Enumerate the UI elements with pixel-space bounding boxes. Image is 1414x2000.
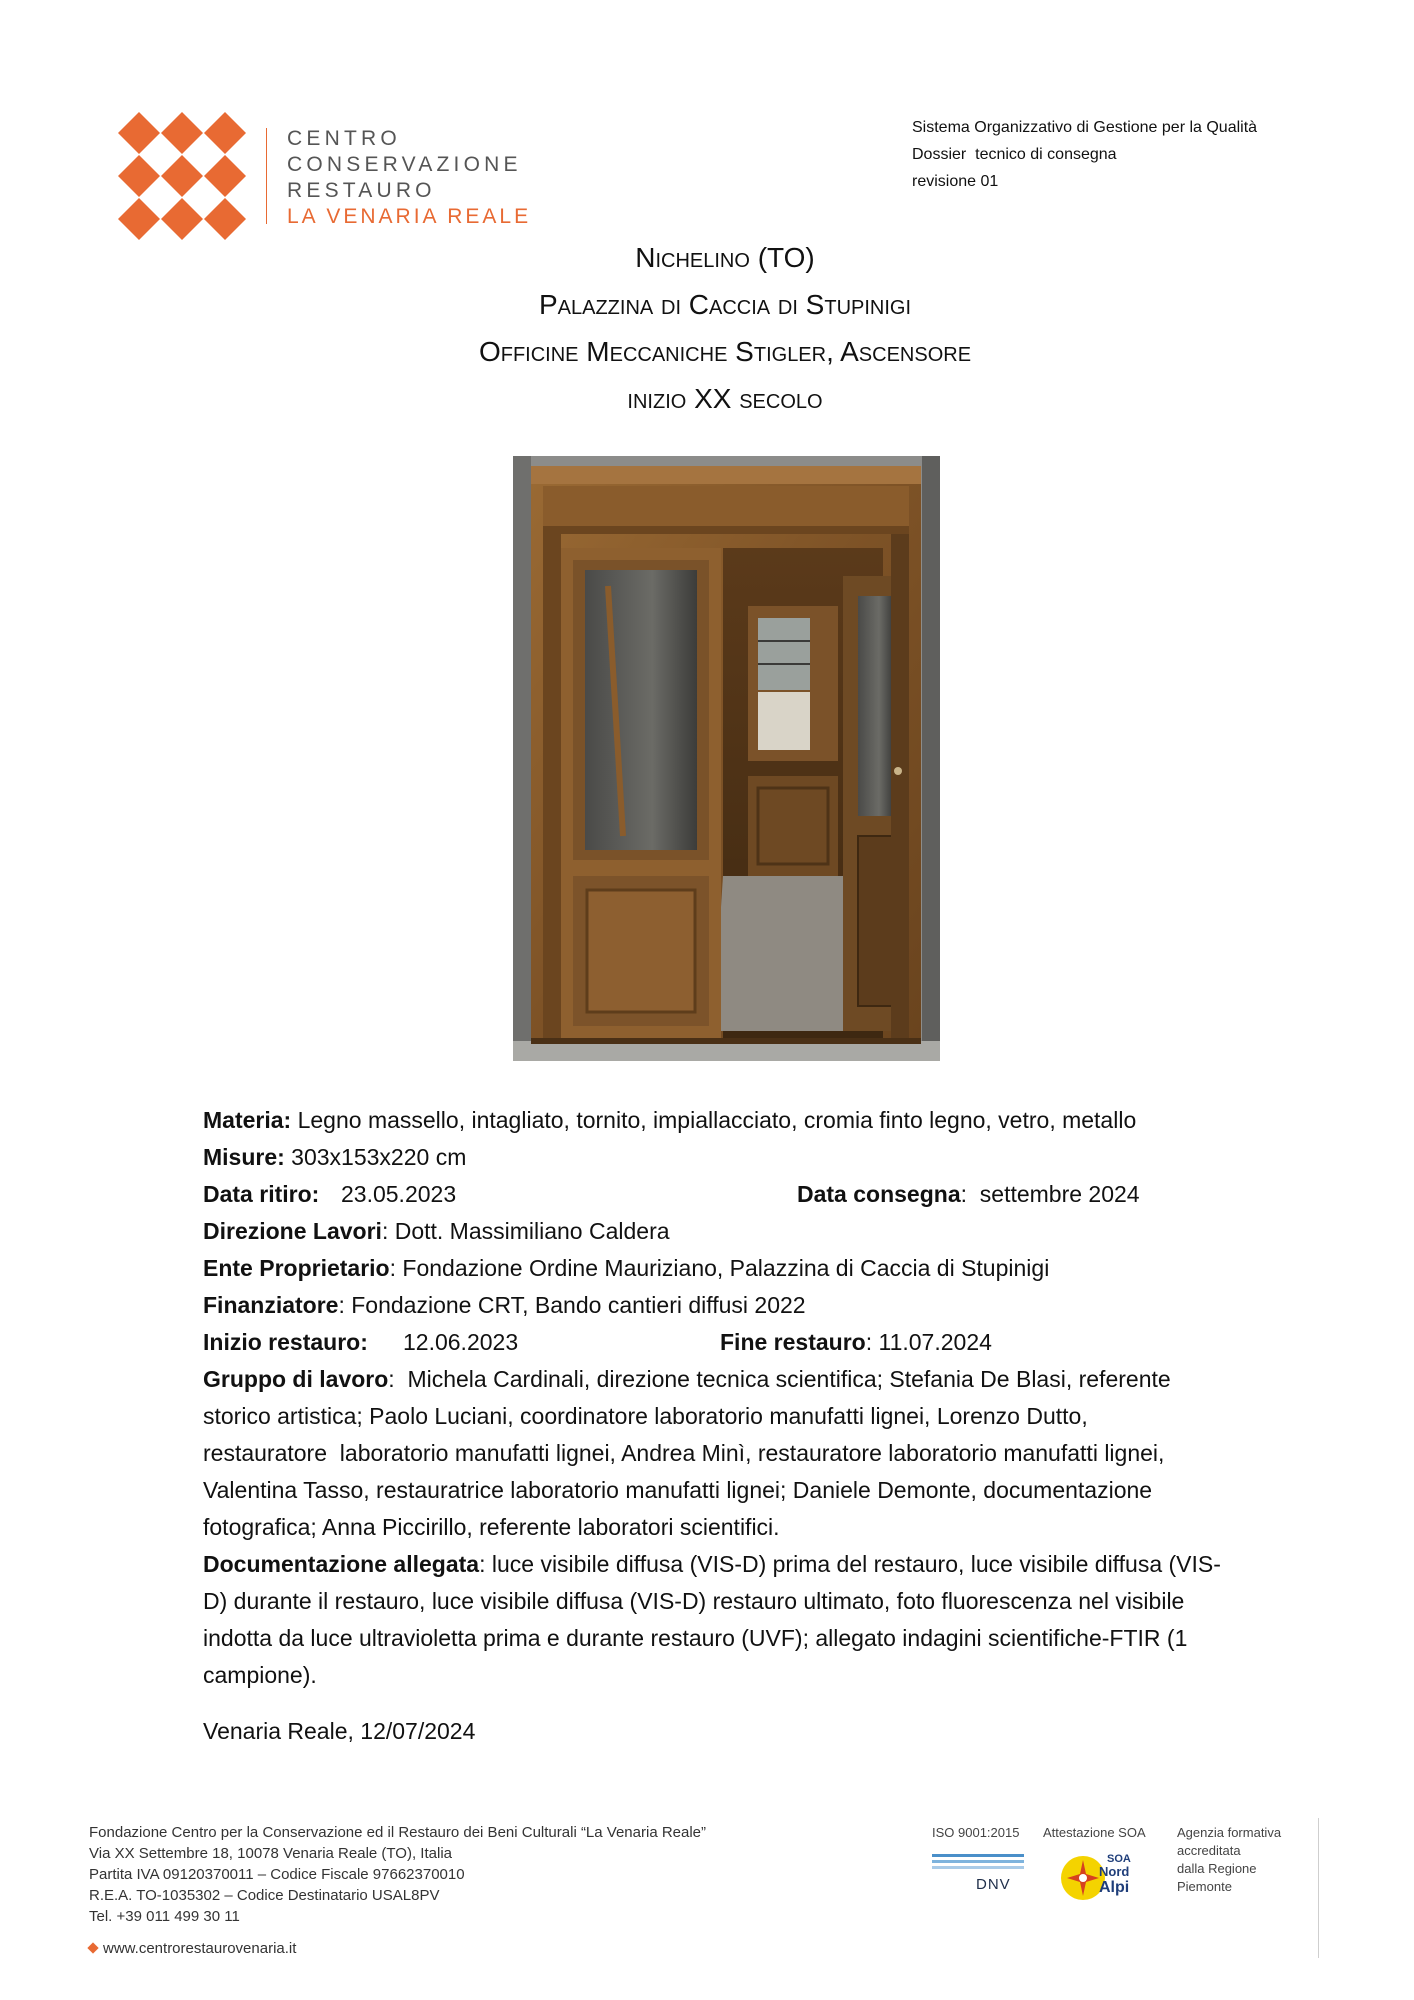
soa-label: Attestazione SOA [1043,1825,1146,1840]
logo-line-conservazione: CONSERVAZIONE [287,153,522,176]
footer-divider [1318,1818,1319,1958]
fine-label: Fine restauro [720,1329,866,1355]
consegna-label: Data consegna [797,1181,961,1207]
logo-divider [266,128,267,224]
finanziatore-value: : Fondazione CRT, Bando cantieri diffusi 2022 [338,1292,806,1318]
gruppo-line-2: storico artistica; Paolo Luciani, coordinatore laboratorio manufatti lignei, Lorenzo Dutto, [203,1403,1088,1429]
agency-line-3: dalla Regione [1177,1861,1257,1876]
gruppo-label: Gruppo di lavoro [203,1366,389,1392]
quality-line-3: revisione 01 [912,173,999,190]
soa-logo-bottom: Alpi [1099,1879,1130,1896]
soa-certification [1043,1824,1147,1906]
agency-accreditation [1177,1824,1281,1896]
title-site: Palazzina di Caccia di Stupinigi [538,289,912,320]
gruppo-line-1: : Michela Cardinali, direzione tecnica scientifica; Stefania De Blasi, referente [388,1366,1171,1392]
consegna-value: : settembre 2024 [960,1181,1140,1207]
foundation-address [89,1822,706,1927]
website-link[interactable] [89,1940,296,1957]
logo-line-centro: CENTRO [287,127,401,150]
documentazione-line-1: : luce visibile diffusa (VIS-D) prima del restauro, luce visibile diffusa (VIS- [479,1551,1221,1577]
diamond-bullet-icon [87,1942,98,1953]
footer-line-4: R.E.A. TO-1035302 – Codice Destinatario USAL8PV [89,1887,440,1904]
agency-line-4: Piemonte [1177,1879,1232,1894]
ente-value: : Fondazione Ordine Mauriziano, Palazzina di Caccia di Stupinigi [389,1255,1050,1281]
place-date: Venaria Reale, 12/07/2024 [203,1718,476,1744]
documentazione-line-2: D) durante il restauro, luce visibile diffusa (VIS-D) restauro ultimato, foto fluorescenza nel visibile [203,1588,1185,1614]
quality-line-1: Sistema Organizzativo di Gestione per la Qualità [912,119,1258,136]
title-date: inizio XX secolo [627,383,823,414]
row-finanziatore [203,1287,1253,1324]
gruppo-line-4: Valentina Tasso, restauratrice laboratorio manufatti lignei; Daniele Demonte, documentazione [203,1477,1153,1503]
iso-certification [932,1824,1024,1894]
row-date-ritiro-consegna [203,1176,1253,1213]
iso-label: ISO 9001:2015 [932,1825,1020,1840]
document-title [0,234,1414,422]
ritiro-value: 23.05.2023 [341,1181,457,1207]
dnv-label: DNV [976,1876,1011,1893]
logo-line-venaria: LA VENARIA REALE [287,205,532,228]
materia-label: Materia: [203,1107,292,1133]
ritiro-label: Data ritiro: [203,1181,320,1207]
ente-label: Ente Proprietario [203,1255,390,1281]
elevator-cabin-photo [513,456,940,1061]
website-text[interactable]: www.centrorestaurovenaria.it [103,1940,297,1957]
misure-label: Misure: [203,1144,285,1170]
logo-line-restauro: RESTAURO [287,179,436,202]
row-misure [203,1139,1253,1176]
logo-mark-icon [118,112,246,240]
dnv-logo-icon [932,1854,1024,1876]
documentazione-line-3: indotta da luce ultravioletta prima e durante restauro (UVF); allegato indagini scientifiche-FTIR (1 [203,1625,1188,1651]
agency-line-1: Agenzia formativa [1177,1825,1282,1840]
direzione-label: Direzione Lavori [203,1218,382,1244]
materia-value: Legno massello, intagliato, tornito, impiallacciato, cromia finto legno, vetro, metallo [291,1107,1137,1133]
gruppo-line-3: restauratore laboratorio manufatti lignei, Andrea Minì, restauratore laboratorio manufatti lignei, [203,1440,1165,1466]
gruppo-line-5: fotografica; Anna Piccirillo, referente laboratori scientifici. [203,1514,780,1540]
soa-logo-mid: Nord [1099,1864,1130,1879]
fine-value: : 11.07.2024 [865,1329,992,1355]
direzione-value: : Dott. Massimiliano Caldera [381,1218,670,1244]
agency-line-2: accreditata [1177,1843,1241,1858]
footer-line-3: Partita IVA 09120370011 – Codice Fiscale 97662370010 [89,1866,465,1883]
documentazione-line-4: campione). [203,1662,317,1688]
row-ente [203,1250,1253,1287]
restoration-record [203,1102,1253,1694]
quality-system-info [912,114,1257,195]
footer-line-5: Tel. +39 011 499 30 11 [89,1908,240,1925]
soa-logo-top: SOA [1107,1853,1131,1865]
inizio-label: Inizio restauro: [203,1329,368,1355]
row-gruppo [203,1361,1253,1546]
row-inizio-fine [203,1324,1253,1361]
misure-value: 303x153x220 cm [284,1144,467,1170]
finanziatore-label: Finanziatore [203,1292,339,1318]
row-materia [203,1102,1253,1139]
logo-wordmark [287,126,531,230]
footer-line-1: Fondazione Centro per la Conservazione ed il Restauro dei Beni Culturali “La Venaria Reale” [89,1824,707,1841]
row-documentazione [203,1546,1253,1694]
documentazione-label: Documentazione allegata [203,1551,480,1577]
title-location: Nichelino (TO) [635,242,815,273]
quality-line-2: Dossier tecnico di consegna [912,146,1117,163]
title-object: Officine Meccaniche Stigler, Ascensore [478,336,972,367]
footer-line-2: Via XX Settembre 18, 10078 Venaria Reale (TO), Italia [89,1845,452,1862]
inizio-value: 12.06.2023 [403,1329,519,1355]
row-direzione [203,1213,1253,1250]
